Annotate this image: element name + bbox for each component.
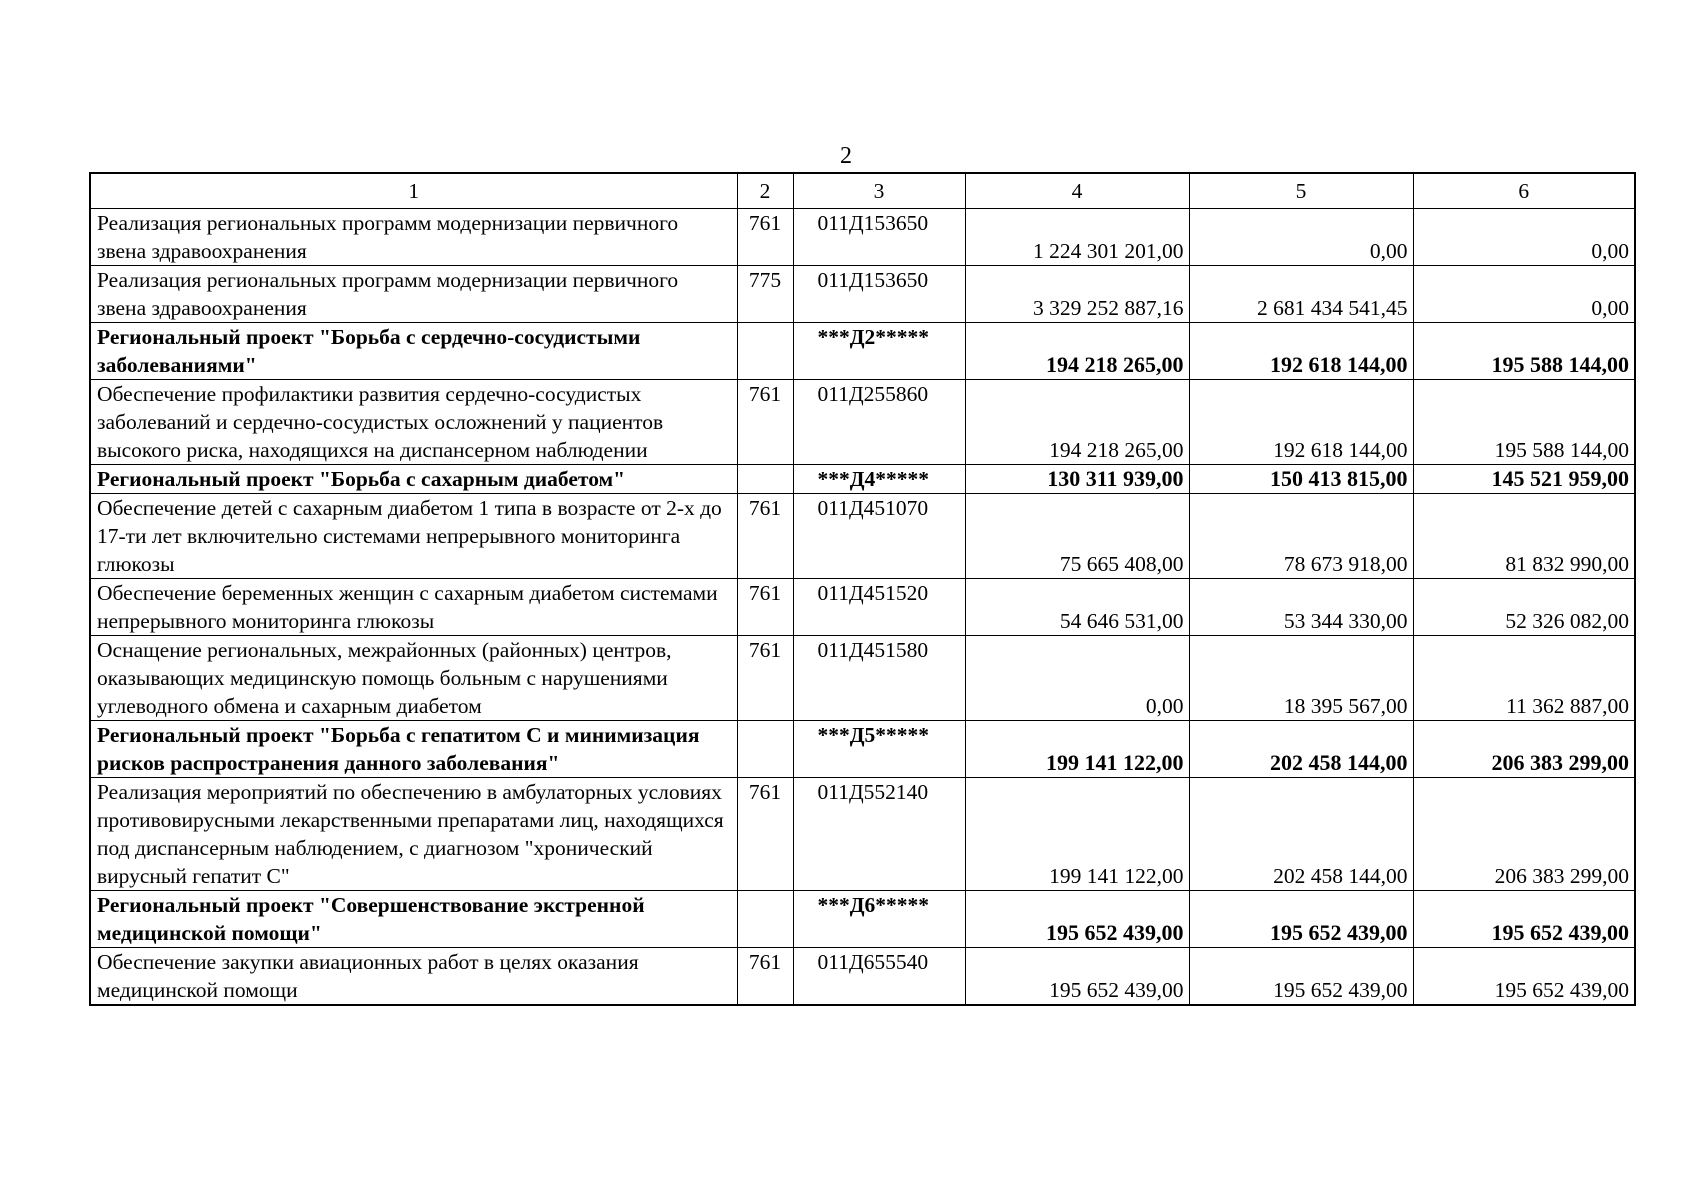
row-name: Региональный проект "Борьба с сахарным диабетом" — [90, 465, 737, 494]
row-value-col6: 0,00 — [1413, 266, 1635, 323]
row-value-col4: 194 218 265,00 — [965, 380, 1189, 465]
header-cell: 1 — [90, 173, 737, 209]
row-target-code: 011Д451070 — [793, 494, 965, 579]
row-value-col4: 194 218 265,00 — [965, 323, 1189, 380]
row-value-col5: 150 413 815,00 — [1189, 465, 1413, 494]
section-row — [90, 323, 1635, 380]
row-value-col5: 192 618 144,00 — [1189, 323, 1413, 380]
header-cell: 4 — [965, 173, 1189, 209]
row-value-col6: 0,00 — [1413, 209, 1635, 266]
row-value-col6: 195 588 144,00 — [1413, 380, 1635, 465]
row-value-col4: 195 652 439,00 — [965, 891, 1189, 948]
row-value-col4: 130 311 939,00 — [965, 465, 1189, 494]
row-code: 761 — [737, 380, 793, 465]
row-code — [737, 721, 793, 778]
row-value-col4: 3 329 252 887,16 — [965, 266, 1189, 323]
row-value-col6: 195 652 439,00 — [1413, 891, 1635, 948]
row-code: 761 — [737, 778, 793, 891]
row-name: Региональный проект "Борьба с гепатитом С и минимизация рисков распространения данного заболевания" — [90, 721, 737, 778]
row-code — [737, 891, 793, 948]
row-code: 775 — [737, 266, 793, 323]
row-code: 761 — [737, 636, 793, 721]
header-cell: 3 — [793, 173, 965, 209]
row-code: 761 — [737, 209, 793, 266]
header-cell: 5 — [1189, 173, 1413, 209]
row-value-col5: 202 458 144,00 — [1189, 721, 1413, 778]
section-row — [90, 721, 1635, 778]
row-value-col5: 195 652 439,00 — [1189, 948, 1413, 1006]
row-name: Реализация мероприятий по обеспечению в амбулаторных условиях противовирусными лекарственными препаратами лиц, находящихся под диспансерным наблюдением, с диагнозом "хронический вирусный гепатит С" — [90, 778, 737, 891]
row-code — [737, 465, 793, 494]
row-code: 761 — [737, 948, 793, 1006]
budget-table — [89, 172, 1636, 1006]
table-row — [90, 778, 1635, 891]
row-target-code: ***Д4***** — [793, 465, 965, 494]
row-value-col6: 145 521 959,00 — [1413, 465, 1635, 494]
header-cell: 6 — [1413, 173, 1635, 209]
row-target-code: 011Д451580 — [793, 636, 965, 721]
row-target-code: 011Д655540 — [793, 948, 965, 1006]
row-target-code: ***Д2***** — [793, 323, 965, 380]
row-target-code: 011Д153650 — [793, 266, 965, 323]
row-name: Региональный проект "Совершенствование экстренной медицинской помощи" — [90, 891, 737, 948]
row-value-col5: 78 673 918,00 — [1189, 494, 1413, 579]
row-name: Обеспечение профилактики развития сердечно-сосудистых заболеваний и сердечно-сосудистых осложнений у пациентов высокого риска, находящихся на диспансерном наблюдении — [90, 380, 737, 465]
row-value-col5: 202 458 144,00 — [1189, 778, 1413, 891]
table-row — [90, 579, 1635, 636]
row-value-col5: 0,00 — [1189, 209, 1413, 266]
row-value-col5: 195 652 439,00 — [1189, 891, 1413, 948]
row-name: Региональный проект "Борьба с сердечно-сосудистыми заболеваниями" — [90, 323, 737, 380]
table-header-row — [90, 173, 1635, 209]
table-row — [90, 266, 1635, 323]
row-value-col4: 54 646 531,00 — [965, 579, 1189, 636]
row-name: Обеспечение закупки авиационных работ в целях оказания медицинской помощи — [90, 948, 737, 1006]
table-row — [90, 636, 1635, 721]
row-value-col5: 192 618 144,00 — [1189, 380, 1413, 465]
row-target-code: 011Д451520 — [793, 579, 965, 636]
row-value-col6: 11 362 887,00 — [1413, 636, 1635, 721]
row-target-code: 011Д255860 — [793, 380, 965, 465]
page-number: 2 — [840, 143, 852, 169]
row-name: Реализация региональных программ модернизации первичного звена здравоохранения — [90, 266, 737, 323]
row-name: Реализация региональных программ модернизации первичного звена здравоохранения — [90, 209, 737, 266]
row-value-col6: 206 383 299,00 — [1413, 778, 1635, 891]
row-name: Оснащение региональных, межрайонных (районных) центров, оказывающих медицинскую помощь больным с нарушениями углеводного обмена и сахарным диабетом — [90, 636, 737, 721]
row-value-col4: 199 141 122,00 — [965, 778, 1189, 891]
row-value-col6: 195 652 439,00 — [1413, 948, 1635, 1006]
row-value-col4: 75 665 408,00 — [965, 494, 1189, 579]
row-target-code: ***Д6***** — [793, 891, 965, 948]
row-code: 761 — [737, 579, 793, 636]
table-row — [90, 380, 1635, 465]
row-value-col6: 195 588 144,00 — [1413, 323, 1635, 380]
table-row — [90, 494, 1635, 579]
row-target-code: 011Д552140 — [793, 778, 965, 891]
section-row — [90, 465, 1635, 494]
row-name: Обеспечение беременных женщин с сахарным диабетом системами непрерывного мониторинга глюкозы — [90, 579, 737, 636]
row-value-col6: 52 326 082,00 — [1413, 579, 1635, 636]
row-value-col6: 81 832 990,00 — [1413, 494, 1635, 579]
row-value-col5: 18 395 567,00 — [1189, 636, 1413, 721]
row-name: Обеспечение детей с сахарным диабетом 1 типа в возрасте от 2-х до 17-ти лет включительно системами непрерывного мониторинга глюкозы — [90, 494, 737, 579]
row-target-code: ***Д5***** — [793, 721, 965, 778]
row-value-col4: 199 141 122,00 — [965, 721, 1189, 778]
row-value-col6: 206 383 299,00 — [1413, 721, 1635, 778]
table-row — [90, 948, 1635, 1006]
row-target-code: 011Д153650 — [793, 209, 965, 266]
row-value-col5: 53 344 330,00 — [1189, 579, 1413, 636]
row-value-col4: 0,00 — [965, 636, 1189, 721]
row-value-col5: 2 681 434 541,45 — [1189, 266, 1413, 323]
row-code: 761 — [737, 494, 793, 579]
row-value-col4: 1 224 301 201,00 — [965, 209, 1189, 266]
row-value-col4: 195 652 439,00 — [965, 948, 1189, 1006]
section-row — [90, 891, 1635, 948]
header-cell: 2 — [737, 173, 793, 209]
row-code — [737, 323, 793, 380]
table-row — [90, 209, 1635, 266]
